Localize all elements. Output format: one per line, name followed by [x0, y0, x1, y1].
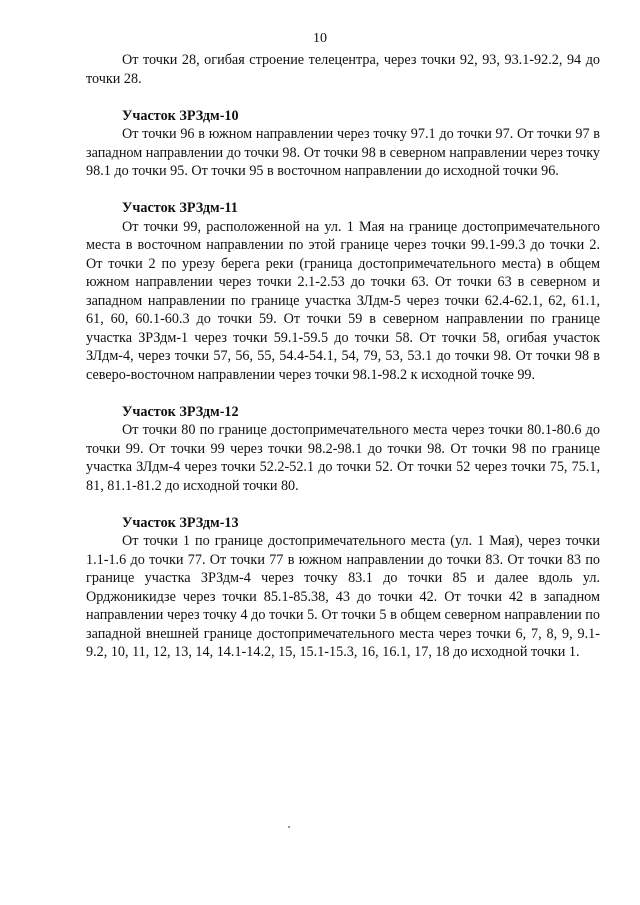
- section-zrzdm-13: [86, 514, 600, 662]
- section-zrzdm-11: [86, 199, 600, 384]
- section-title: Участок ЗРЗдм-13: [122, 514, 239, 531]
- document-body: [86, 51, 600, 662]
- section-zrzdm-12: [86, 403, 600, 496]
- scan-speck: [288, 826, 290, 828]
- page-number: 10: [313, 31, 327, 46]
- section-zrzdm-10: [86, 107, 600, 181]
- intro-paragraph: От точки 28, огибая строение телецентра, через точки 92, 93, 93.1-92.2, 94 до точки 28.: [86, 52, 600, 87]
- section-title: Участок ЗРЗдм-12: [122, 403, 239, 420]
- section-text: От точки 96 в южном направлении через точку 97.1 до точки 97. От точки 97 в западном направлении до точки 98. От точки 98 в северном направлении через точку 98.1 до точки 95. От точки 95 в восточном направлении до исходной точки 96.: [86, 126, 601, 179]
- section-text: От точки 80 по границе достопримечательного места через точки 80.1-80.6 до точки 99. От точки 99 через точки 98.2-98.1 до точки 98. От точки 98 по границе участка ЗЛдм-4 через точки 52.2-52.1 до точки 52. От точки 52 через точки 75, 75.1, 81, 81.1-81.2 до исходной точки 80.: [86, 422, 600, 494]
- section-title: Участок ЗРЗдм-10: [122, 107, 239, 124]
- section-text: От точки 99, расположенной на ул. 1 Мая на границе достопримечательного места в восточном направлении по этой границе через точки 99.1-99.3 до точки 2. От точки 2 по урезу берега реки (граница достопримечательного места) в общем южном направлении через точки 2.1-2.53 до точки 63. От точки 63 в северном и западном направлении по границе участка ЗЛдм-5 через точки 62.4-62.1, 62, 61.1, 61, 60, 60.1-60.3 до точки 59. От точки 59 в северном направлении по границе участка ЗРЗдм-1 через точки 59.1-59.5 до точки 58. От точки 58, огибая участок ЗЛдм-4, через точки 57, 56, 55, 54.4-54.1, 54, 79, 53, 53.1 до точки 98. От точки 98 в северо-восточном направлении через точки 98.1-98.2 к исходной точке 99.: [86, 218, 600, 383]
- section-text: От точки 1 по границе достопримечательного места (ул. 1 Мая), через точки 1.1-1.6 до точки 77. От точки 77 в южном направлении до точки 83. От точки 83 по границе участка ЗРЗдм-4 через точку 83.1 до точки 85 и далее вдоль ул. Орджоникидзе через точки 85.1-85.38, 43 до точки 42. От точки 42 в западном направлении через точку 4 до точки 5. От точки 5 в общем северном направлении по западной внешней границе достопримечательного места через точки 6, 7, 8, 9, 9.1-9.2, 10, 11, 12, 13, 14, 14.1-14.2, 15, 15.1-15.3, 16, 16.1, 17, 18 до исходной точки 1.: [86, 533, 600, 660]
- section-title: Участок ЗРЗдм-11: [122, 200, 238, 216]
